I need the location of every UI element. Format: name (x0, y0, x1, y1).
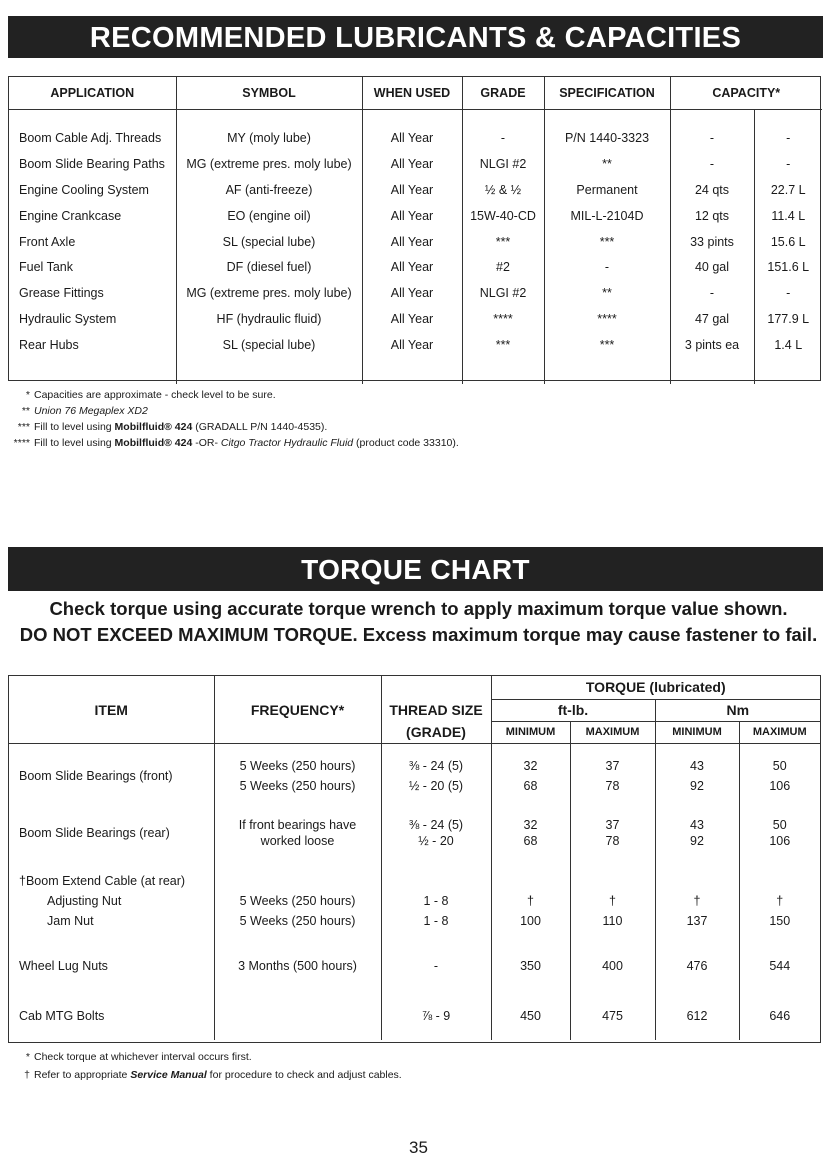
cell-capacity-us: 12 qts (670, 203, 754, 229)
lubricants-footnote-2: ** Union 76 Megaplex XD2 (21, 405, 148, 417)
table-row (9, 229, 822, 255)
cell-grade: - (462, 125, 544, 151)
cell-nm-min: 92 (655, 833, 739, 849)
cell-ft-min: 350 (491, 956, 570, 976)
table-row (9, 125, 822, 151)
cell-ft-min: 32 (491, 756, 570, 776)
cell-nm-max: † (776, 893, 784, 908)
cell-application: Boom Slide Bearing Paths (9, 151, 176, 177)
table-row (9, 817, 820, 833)
lubricants-footnote-3: *** Fill to level using Mobilfluid® 424 (GRADALL P/N 1440-4535). (17, 421, 328, 433)
cell-symbol: EO (engine oil) (176, 203, 362, 229)
cell-capacity-us: - (670, 280, 754, 306)
cell-specification: ** (544, 151, 670, 177)
cell-nm-min: 92 (655, 776, 739, 796)
cell-capacity-us: 24 qts (670, 177, 754, 203)
cell-ft-max: 78 (570, 776, 655, 796)
cell-application: Front Axle (9, 229, 176, 255)
cell-specification: ** (544, 280, 670, 306)
cell-capacity-metric: 22.7 L (770, 182, 806, 197)
cell-capacity-us: 47 gal (670, 306, 754, 332)
table-row (9, 177, 822, 203)
cell-frequency: worked loose (214, 833, 381, 849)
cell-frequency: 5 Weeks (250 hours) (214, 756, 381, 776)
cell-ft-max: 37 (570, 817, 655, 833)
cell-nm-min: † (655, 891, 739, 911)
cell-ft-min: 450 (491, 1006, 570, 1026)
cell-thread: ⅜ - 24 (5) (381, 756, 491, 776)
cell-grade: NLGI #2 (462, 280, 544, 306)
col-header-symbol: SYMBOL (176, 77, 362, 110)
cell-ft-max: 37 (570, 756, 655, 776)
cell-application: Grease Fittings (9, 280, 176, 306)
cell-capacity-metric: 151.6 L (767, 260, 810, 275)
cell-frequency: 5 Weeks (250 hours) (214, 891, 381, 911)
cell-specification: - (544, 254, 670, 280)
col-header-thread-size: THREAD SIZE (381, 699, 491, 721)
cell-symbol: HF (hydraulic fluid) (176, 306, 362, 332)
cell-ft-max: † (570, 891, 655, 911)
cell-specification: **** (544, 306, 670, 332)
lubricants-footnote-1: * Capacities are approximate - check level to be sure. (25, 389, 276, 401)
cell-nm-max: 50 (772, 817, 787, 832)
col-header-grade: GRADE (462, 77, 544, 110)
cell-capacity-metric: 15.6 L (770, 234, 806, 249)
torque-subhead-line-1: Check torque using accurate torque wrench to apply maximum torque value shown. (49, 598, 788, 619)
cell-nm-min: 612 (655, 1006, 739, 1026)
cell-grade: ½ & ½ (462, 177, 544, 203)
table-row (9, 956, 820, 976)
cell-thread: - (381, 956, 491, 976)
cell-grade: 15W-40-CD (462, 203, 544, 229)
cell-symbol: MG (extreme pres. moly lube) (176, 280, 362, 306)
cell-ft-max: 110 (570, 911, 655, 931)
cell-nm-max: 50 (772, 758, 787, 773)
cell-capacity-metric: 1.4 L (774, 338, 803, 353)
cell-frequency: 5 Weeks (250 hours) (214, 911, 381, 931)
cell-capacity-us: - (670, 125, 754, 151)
cell-nm-max: 106 (769, 833, 791, 848)
cell-capacity-us: 40 gal (670, 254, 754, 280)
table-row (9, 254, 822, 280)
cell-item: Boom Slide Bearings (rear) (9, 817, 214, 849)
torque-subhead-line-2: DO NOT EXCEED MAXIMUM TORQUE. Excess maximum torque may cause fastener to fail. (19, 624, 818, 645)
cell-item: †Boom Extend Cable (at rear) (9, 871, 214, 891)
col-header-grade: (GRADE) (381, 721, 491, 743)
table-row (9, 306, 822, 332)
col-header-frequency: FREQUENCY* (214, 676, 381, 743)
cell-nm-min: 137 (655, 911, 739, 931)
table-row (9, 871, 820, 891)
lubricants-header-row (9, 77, 822, 110)
cell-nm-max: 544 (769, 958, 791, 973)
torque-table (9, 676, 820, 1040)
cell-application: Hydraulic System (9, 306, 176, 332)
table-row (9, 756, 820, 776)
col-header-capacity: CAPACITY* (670, 77, 822, 110)
cell-nm-min: 43 (655, 817, 739, 833)
col-header-torque-lubricated: TORQUE (lubricated) (491, 676, 820, 699)
col-header-nm-min: MINIMUM (655, 721, 739, 743)
col-header-nm-max: MAXIMUM (739, 721, 820, 743)
table-row (9, 332, 822, 358)
cell-nm-max: 106 (769, 778, 791, 793)
cell-ft-min: 100 (491, 911, 570, 931)
cell-when-used: All Year (362, 254, 462, 280)
col-header-nm: Nm (655, 699, 820, 721)
lubricants-table-box (8, 76, 821, 381)
col-header-ft-lb: ft-lb. (491, 699, 655, 721)
cell-ft-min: 32 (491, 817, 570, 833)
cell-when-used: All Year (362, 177, 462, 203)
cell-capacity-us: 3 pints ea (670, 332, 754, 358)
cell-capacity-metric: 11.4 L (771, 208, 806, 223)
cell-frequency: If front bearings have (214, 817, 381, 833)
cell-symbol: SL (special lube) (176, 332, 362, 358)
cell-when-used: All Year (362, 125, 462, 151)
torque-table-box (8, 675, 821, 1043)
cell-nm-min: 476 (655, 956, 739, 976)
table-row (9, 203, 822, 229)
cell-grade: #2 (462, 254, 544, 280)
cell-symbol: SL (special lube) (176, 229, 362, 255)
cell-when-used: All Year (362, 280, 462, 306)
cell-ft-max: 475 (570, 1006, 655, 1026)
table-row (9, 891, 820, 911)
col-header-ft-min: MINIMUM (491, 721, 570, 743)
cell-item: Boom Slide Bearings (front) (9, 756, 214, 796)
cell-thread: ½ - 20 (381, 833, 491, 849)
cell-thread: ⅞ - 9 (381, 1006, 491, 1026)
cell-nm-max: 150 (769, 913, 791, 928)
cell-grade: **** (462, 306, 544, 332)
cell-capacity-metric: 177.9 L (767, 312, 810, 327)
col-header-application: APPLICATION (9, 77, 176, 110)
cell-symbol: DF (diesel fuel) (176, 254, 362, 280)
col-header-when-used: WHEN USED (362, 77, 462, 110)
cell-thread: 1 - 8 (381, 891, 491, 911)
cell-symbol: MG (extreme pres. moly lube) (176, 151, 362, 177)
cell-capacity-metric: - (786, 286, 791, 301)
cell-symbol: MY (moly lube) (176, 125, 362, 151)
cell-item: Jam Nut (9, 911, 214, 931)
col-header-specification: SPECIFICATION (544, 77, 670, 110)
cell-application: Rear Hubs (9, 332, 176, 358)
col-header-ft-max: MAXIMUM (570, 721, 655, 743)
cell-ft-min: 68 (491, 776, 570, 796)
cell-when-used: All Year (362, 151, 462, 177)
col-header-item: ITEM (9, 676, 214, 743)
cell-capacity-us: 33 pints (670, 229, 754, 255)
cell-specification: MIL-L-2104D (544, 203, 670, 229)
cell-ft-min: 68 (491, 833, 570, 849)
cell-capacity-metric: - (786, 130, 791, 145)
table-row (9, 280, 822, 306)
cell-frequency: 3 Months (500 hours) (214, 956, 381, 976)
page-number: 35 (409, 1138, 428, 1157)
cell-symbol: AF (anti-freeze) (176, 177, 362, 203)
cell-capacity-metric: - (786, 156, 791, 171)
cell-specification: P/N 1440-3323 (544, 125, 670, 151)
cell-specification: *** (544, 229, 670, 255)
torque-footnote-1: * Check torque at whichever interval occurs first. (25, 1051, 252, 1063)
cell-when-used: All Year (362, 332, 462, 358)
cell-ft-max: 78 (570, 833, 655, 849)
torque-chart-title: TORQUE CHART (8, 547, 823, 591)
cell-item: Wheel Lug Nuts (9, 956, 214, 976)
cell-item: Adjusting Nut (9, 891, 214, 911)
cell-application: Boom Cable Adj. Threads (9, 125, 176, 151)
cell-thread: ½ - 20 (5) (381, 776, 491, 796)
cell-grade: *** (462, 229, 544, 255)
cell-item: Cab MTG Bolts (9, 1006, 214, 1026)
cell-when-used: All Year (362, 229, 462, 255)
cell-when-used: All Year (362, 203, 462, 229)
table-row (9, 151, 822, 177)
cell-specification: *** (544, 332, 670, 358)
cell-specification: Permanent (544, 177, 670, 203)
lubricants-table (9, 77, 822, 384)
lubricants-title: RECOMMENDED LUBRICANTS & CAPACITIES (8, 16, 823, 58)
cell-when-used: All Year (362, 306, 462, 332)
lubricants-footnote-4: **** Fill to level using Mobilfluid® 424 -OR- Citgo Tractor Hydraulic Fluid (product code 33310). (13, 437, 459, 449)
torque-footnote-2: † Refer to appropriate Service Manual for procedure to check and adjust cables. (24, 1069, 402, 1081)
cell-frequency: 5 Weeks (250 hours) (214, 776, 381, 796)
cell-ft-min: † (491, 891, 570, 911)
cell-thread: 1 - 8 (381, 911, 491, 931)
cell-nm-max: 646 (769, 1008, 791, 1023)
cell-application: Engine Cooling System (9, 177, 176, 203)
cell-application: Fuel Tank (9, 254, 176, 280)
cell-grade: NLGI #2 (462, 151, 544, 177)
cell-thread: ⅜ - 24 (5) (381, 817, 491, 833)
cell-application: Engine Crankcase (9, 203, 176, 229)
cell-ft-max: 400 (570, 956, 655, 976)
cell-grade: *** (462, 332, 544, 358)
table-row (9, 1006, 820, 1026)
cell-frequency (214, 1006, 381, 1026)
table-row (9, 911, 820, 931)
cell-nm-min: 43 (655, 756, 739, 776)
cell-capacity-us: - (670, 151, 754, 177)
